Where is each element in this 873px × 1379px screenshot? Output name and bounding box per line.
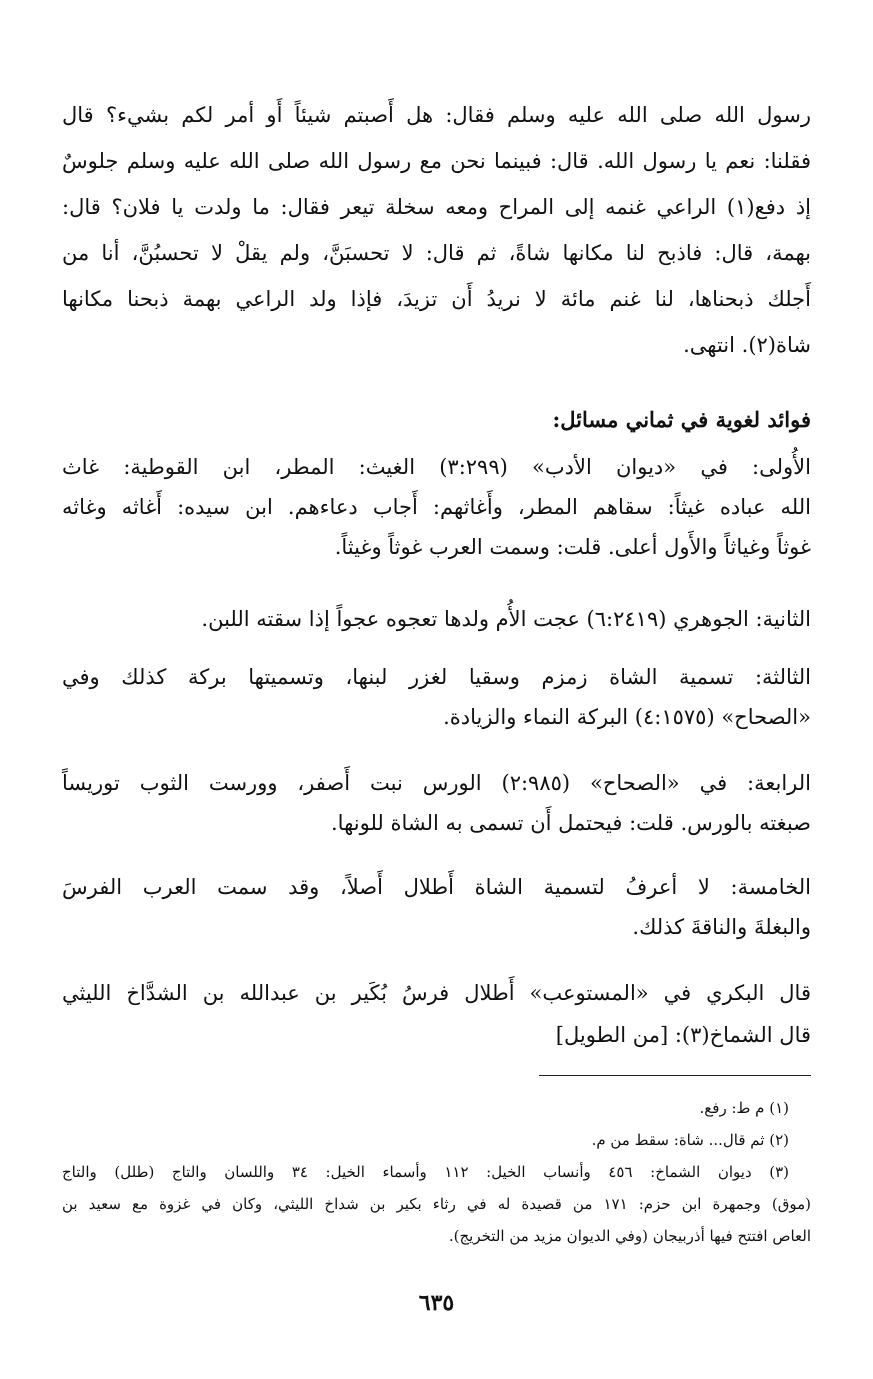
footnote: (٢) ثم قال... شاة: سقط من م. <box>591 1131 789 1149</box>
text-line: الله عباده غيثاً: سقاهم المطر، وأَغاثهم: أَجاب دعاءهم. ابن سيده: أَغاثه وغاثه <box>62 495 811 519</box>
section-heading: فوائد لغوية في ثماني مسائل: <box>552 407 811 432</box>
paragraph-issue-2 <box>62 604 811 634</box>
footnotes <box>62 1095 811 1249</box>
footnote-continuation: (موق) وجمهرة ابن حزم: ١٧١ من قصيدة له في رثاء بكير بن شداخ الليثي، وكان في غزوة مع سعيد بن <box>62 1195 812 1213</box>
text-line: الخامسة: لا أعرفُ لتسمية الشاة أَطلال أَصلاً، وقد سمت العرب الفرسَ <box>62 875 811 899</box>
paragraph-narration <box>62 100 811 360</box>
text-line: قال البكري في «المستوعب» أَطلال فرسُ بُكَير بن عبدالله بن الشدَّاخ الليثي <box>62 981 811 1005</box>
paragraph-issue-1 <box>62 452 811 562</box>
text-line: صبغته بالورس. قلت: فيحتمل أَن تسمى به الشاة للونها. <box>331 811 811 835</box>
text-line: والبغلةَ والناقةَ كذلك. <box>632 915 811 939</box>
paragraph-mustawab <box>62 978 811 1050</box>
text-line: الرابعة: في «الصحاح» (٢:٩٨٥) الورس نبت أَصفر، وورست الثوب توريساً <box>62 771 812 795</box>
text-line: إذ دفع(١) الراعي غنمه إلى المراح ومعه سخلة تيعر فقال: ما ولدت يا فلان؟ قال: <box>62 195 812 219</box>
text-line: الثانية: الجوهري (٦:٢٤١٩) عجت الأُم ولدها تعجوه عجواً إذا سقته اللبن. <box>201 607 811 631</box>
footnote-continuation: العاص افتتح فيها أذربيجان (وفي الديوان مزيد من التخريج). <box>448 1227 811 1245</box>
text-line: غوثاً وغياثاً والأَول أعلى. قلت: وسمت العرب غوثاً وغيثاً. <box>334 535 811 559</box>
text-line: رسول الله صلى الله عليه وسلم فقال: هل أَصبتم شيئاً أَو أمر لكم بشيء؟ قال <box>62 103 811 127</box>
footnote-divider <box>539 1075 811 1076</box>
text-line: شاة(٢). انتهى. <box>683 333 811 357</box>
text-line: فقلنا: نعم يا رسول الله. قال: فبينما نحن مع رسول الله صلى الله عليه وسلم جلوسٌ <box>62 149 811 173</box>
text-line: الأُولى: في «ديوان الأدب» (٣:٢٩٩) الغيث: المطر، ابن القوطية: غاث <box>62 455 811 479</box>
footnote: (١) م ط: رفع. <box>699 1099 789 1117</box>
paragraph-issue-4 <box>62 768 811 838</box>
page-number: ٦٣٥ <box>418 1290 455 1316</box>
text-line: الثالثة: تسمية الشاة زمزم وسقيا لغزر لبنها، وتسميتها بركة كذلك وفي <box>62 665 811 689</box>
text-line: «الصحاح» (٤:١٥٧٥) البركة النماء والزيادة. <box>443 705 811 729</box>
text-line: قال الشماخ(٣): [من الطويل] <box>555 1023 811 1047</box>
text-line: أَجلك ذبحناها، لنا غنم مائة لا نريدُ أَن تزيدَ، فإذا ولد الراعي بهمة ذبحنا مكانها <box>62 287 811 311</box>
paragraph-issue-5 <box>62 872 811 942</box>
paragraph-issue-3 <box>62 662 811 732</box>
text-line: بهمة، قال: فاذبح لنا مكانها شاةً، ثم قال: لا تحسبَنَّ، ولم يقلْ لا تحسبُنَّ، أنا من <box>62 241 811 265</box>
footnote: (٣) ديوان الشماخ: ٤٥٦ وأنساب الخيل: ١١٢ وأسماء الخيل: ٣٤ واللسان والتاج (طلل) والتاج <box>62 1163 790 1181</box>
